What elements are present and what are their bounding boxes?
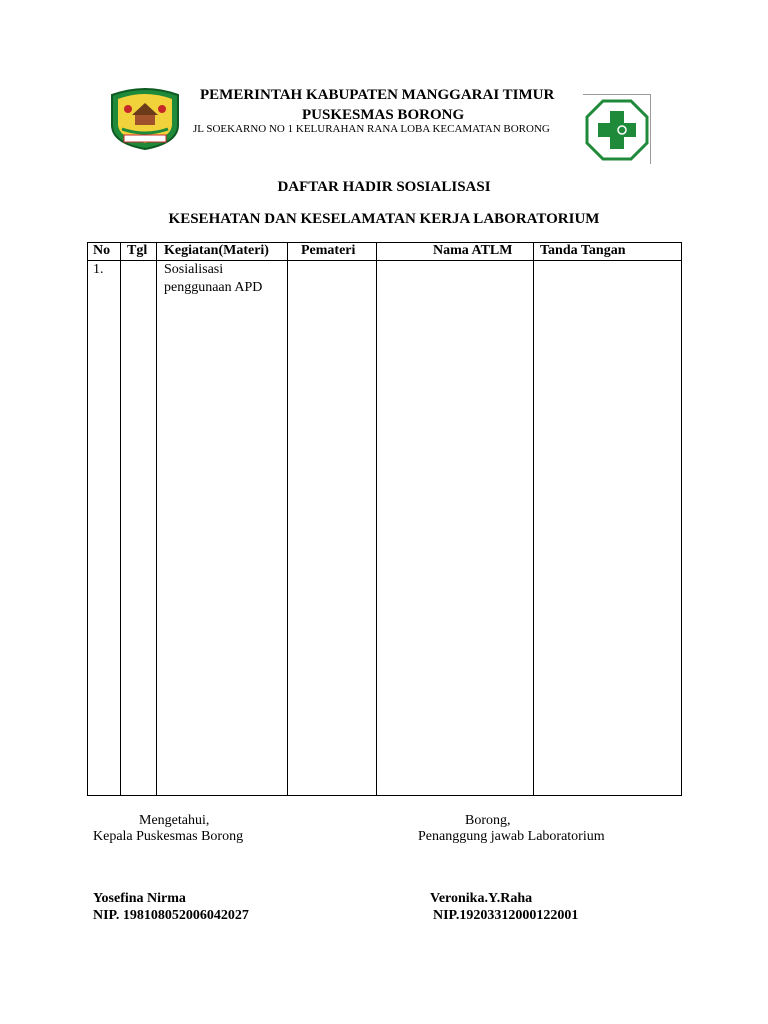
right-signatory-nip: NIP.19203312000122001 xyxy=(433,908,579,923)
left-caption: Mengetahui, xyxy=(139,813,210,828)
address-line: JL SOEKARNO NO 1 KELURAHAN RANA LOBA KECAMATAN BORONG xyxy=(193,123,550,135)
kabupaten-emblem-logo xyxy=(106,85,184,151)
activity-cell-line2: penggunaan APD xyxy=(164,280,263,295)
left-role: Kepala Puskesmas Borong xyxy=(93,829,244,844)
right-signatory-name: Veronika.Y.Raha xyxy=(430,891,533,906)
right-role: Penanggung jawab Laboratorium xyxy=(418,829,605,844)
government-heading: PEMERINTAH KABUPATEN MANGGARAI TIMUR xyxy=(200,87,555,103)
column-header-tanda-tangan: Tanda Tangan xyxy=(540,243,626,258)
left-signatory-name: Yosefina Nirma xyxy=(93,891,186,906)
right-caption: Borong, xyxy=(465,813,511,828)
column-header-pemateri: Pemateri xyxy=(301,243,356,258)
puskesmas-logo xyxy=(583,94,651,164)
left-signatory-nip: NIP. 198108052006042027 xyxy=(93,908,249,923)
column-header-no: No xyxy=(93,243,111,258)
row-number-cell: 1. xyxy=(93,262,104,277)
column-header-kegiatan: Kegiatan(Materi) xyxy=(164,243,269,258)
attendance-table xyxy=(87,242,682,796)
document-subtitle: KESEHATAN DAN KESELAMATAN KERJA LABORATORIUM xyxy=(168,211,600,227)
column-header-nama-atlm: Nama ATLM xyxy=(433,243,513,258)
document-title: DAFTAR HADIR SOSIALISASI xyxy=(277,179,491,195)
column-header-tgl: Tgl xyxy=(127,243,148,258)
puskesmas-heading: PUSKESMAS BORONG xyxy=(302,107,465,123)
activity-cell-line1: Sosialisasi xyxy=(164,262,224,277)
